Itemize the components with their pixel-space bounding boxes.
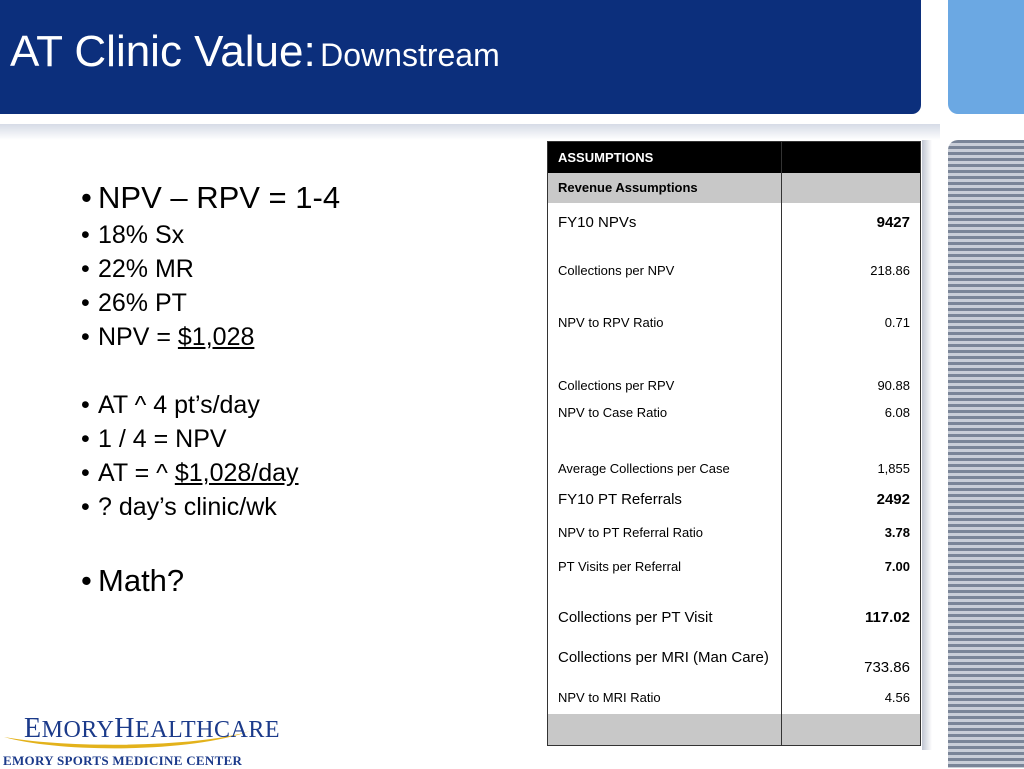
bullet-text: 1 / 4 = NPV <box>98 425 227 453</box>
bullet-item <box>81 323 254 352</box>
table-row <box>548 299 921 347</box>
logo-center-name: EMORY SPORTS MEDICINE CENTER <box>3 753 243 768</box>
table-row <box>548 203 921 243</box>
bullet-item <box>81 425 227 454</box>
table-row <box>548 347 921 401</box>
bullet-dot: • <box>81 255 90 283</box>
bullet-item <box>81 255 194 284</box>
bullet-item <box>81 391 260 420</box>
table-header-row <box>548 142 921 173</box>
table-row <box>548 682 921 714</box>
table-row <box>548 634 921 682</box>
row-value: 1,855 <box>877 460 910 476</box>
logo-letters: EALTHCARE <box>135 717 280 743</box>
row-label: FY10 PT Referrals <box>548 484 782 515</box>
table-subheader-empty <box>781 173 920 203</box>
footer-cell <box>781 714 920 746</box>
bullet-dot: • <box>81 493 90 521</box>
slide-title <box>10 27 500 76</box>
bullet-dot: • <box>81 425 90 453</box>
row-label: Collections per PT Visit <box>548 584 782 634</box>
table-header-empty <box>781 142 920 173</box>
bullet-dot: • <box>81 180 92 215</box>
bullet-dot: • <box>81 323 90 351</box>
emory-healthcare-logo <box>0 705 280 768</box>
row-label: PT Visits per Referral <box>548 550 782 584</box>
row-label: Collections per MRI (Man Care) <box>548 634 782 682</box>
row-value: 218.86 <box>870 263 910 278</box>
row-label: Collections per NPV <box>548 243 782 299</box>
logo-letter: E <box>24 713 42 744</box>
table-row <box>548 243 921 299</box>
bullet-item <box>81 459 299 488</box>
row-label: NPV to Case Ratio <box>548 401 782 432</box>
bullet-text: 18% Sx <box>98 221 185 249</box>
bullet-dot: • <box>81 289 90 317</box>
bullet-dot: • <box>81 391 90 419</box>
bullet-text: NPV – RPV = 1-4 <box>98 180 341 215</box>
bullet-dot: • <box>81 459 90 487</box>
row-value: 4.56 <box>884 690 910 705</box>
row-value: 90.88 <box>877 377 910 393</box>
row-label: Average Collections per Case <box>548 432 782 484</box>
divider-shadow <box>0 124 940 140</box>
table-row <box>548 515 921 550</box>
row-label: Collections per RPV <box>548 347 782 401</box>
row-value: 9427 <box>876 213 910 231</box>
table-header: ASSUMPTIONS <box>548 142 782 173</box>
table-row <box>548 484 921 515</box>
bullet-item <box>81 563 184 599</box>
row-label: NPV to MRI Ratio <box>548 682 782 714</box>
title-main: AT Clinic Value: <box>10 27 316 76</box>
table-shadow <box>922 140 932 750</box>
row-value: 733.86 <box>864 658 910 676</box>
bullet-item <box>81 180 340 216</box>
row-value: 6.08 <box>884 404 910 420</box>
bullet-text: Math? <box>98 563 185 598</box>
table-footer-row <box>548 714 921 746</box>
row-value: 0.71 <box>884 315 910 330</box>
corner-decoration <box>948 0 1024 114</box>
row-value: 117.02 <box>864 608 910 626</box>
table-row <box>548 550 921 584</box>
row-value: 7.00 <box>884 559 910 574</box>
bullet-text: 26% PT <box>98 289 187 317</box>
table-row <box>548 401 921 432</box>
table-subheader-row <box>548 173 921 203</box>
row-label: NPV to RPV Ratio <box>548 299 782 347</box>
bullet-text: ? day’s clinic/wk <box>98 493 277 521</box>
footer-cell <box>548 714 782 746</box>
bullet-dot: • <box>81 563 92 598</box>
bullet-item <box>81 289 187 318</box>
row-value: 3.78 <box>884 524 910 540</box>
bullet-dot: • <box>81 221 90 249</box>
side-stripes-decoration <box>948 140 1024 768</box>
bullet-text: NPV = <box>98 323 178 351</box>
bullet-text: 22% MR <box>98 255 194 283</box>
bullet-text: AT ^ 4 pt’s/day <box>98 391 260 419</box>
logo-wordmark <box>24 713 280 745</box>
title-band <box>0 0 921 114</box>
bullet-item <box>81 221 184 250</box>
title-subtitle: Downstream <box>320 37 500 73</box>
table-row <box>548 584 921 634</box>
row-label: NPV to PT Referral Ratio <box>548 515 782 550</box>
bullet-text: AT = ^ <box>98 459 175 487</box>
table-subheader: Revenue Assumptions <box>548 173 782 203</box>
bullet-item <box>81 493 277 522</box>
row-value: 2492 <box>876 490 910 508</box>
assumptions-table <box>547 141 921 746</box>
table-row <box>548 432 921 484</box>
bullet-underlined-value: $1,028 <box>177 323 255 351</box>
logo-letters: MORY <box>41 717 115 743</box>
logo-letter: H <box>114 713 136 744</box>
bullet-underlined-value: $1,028/day <box>174 459 299 487</box>
row-label: FY10 NPVs <box>548 203 782 243</box>
